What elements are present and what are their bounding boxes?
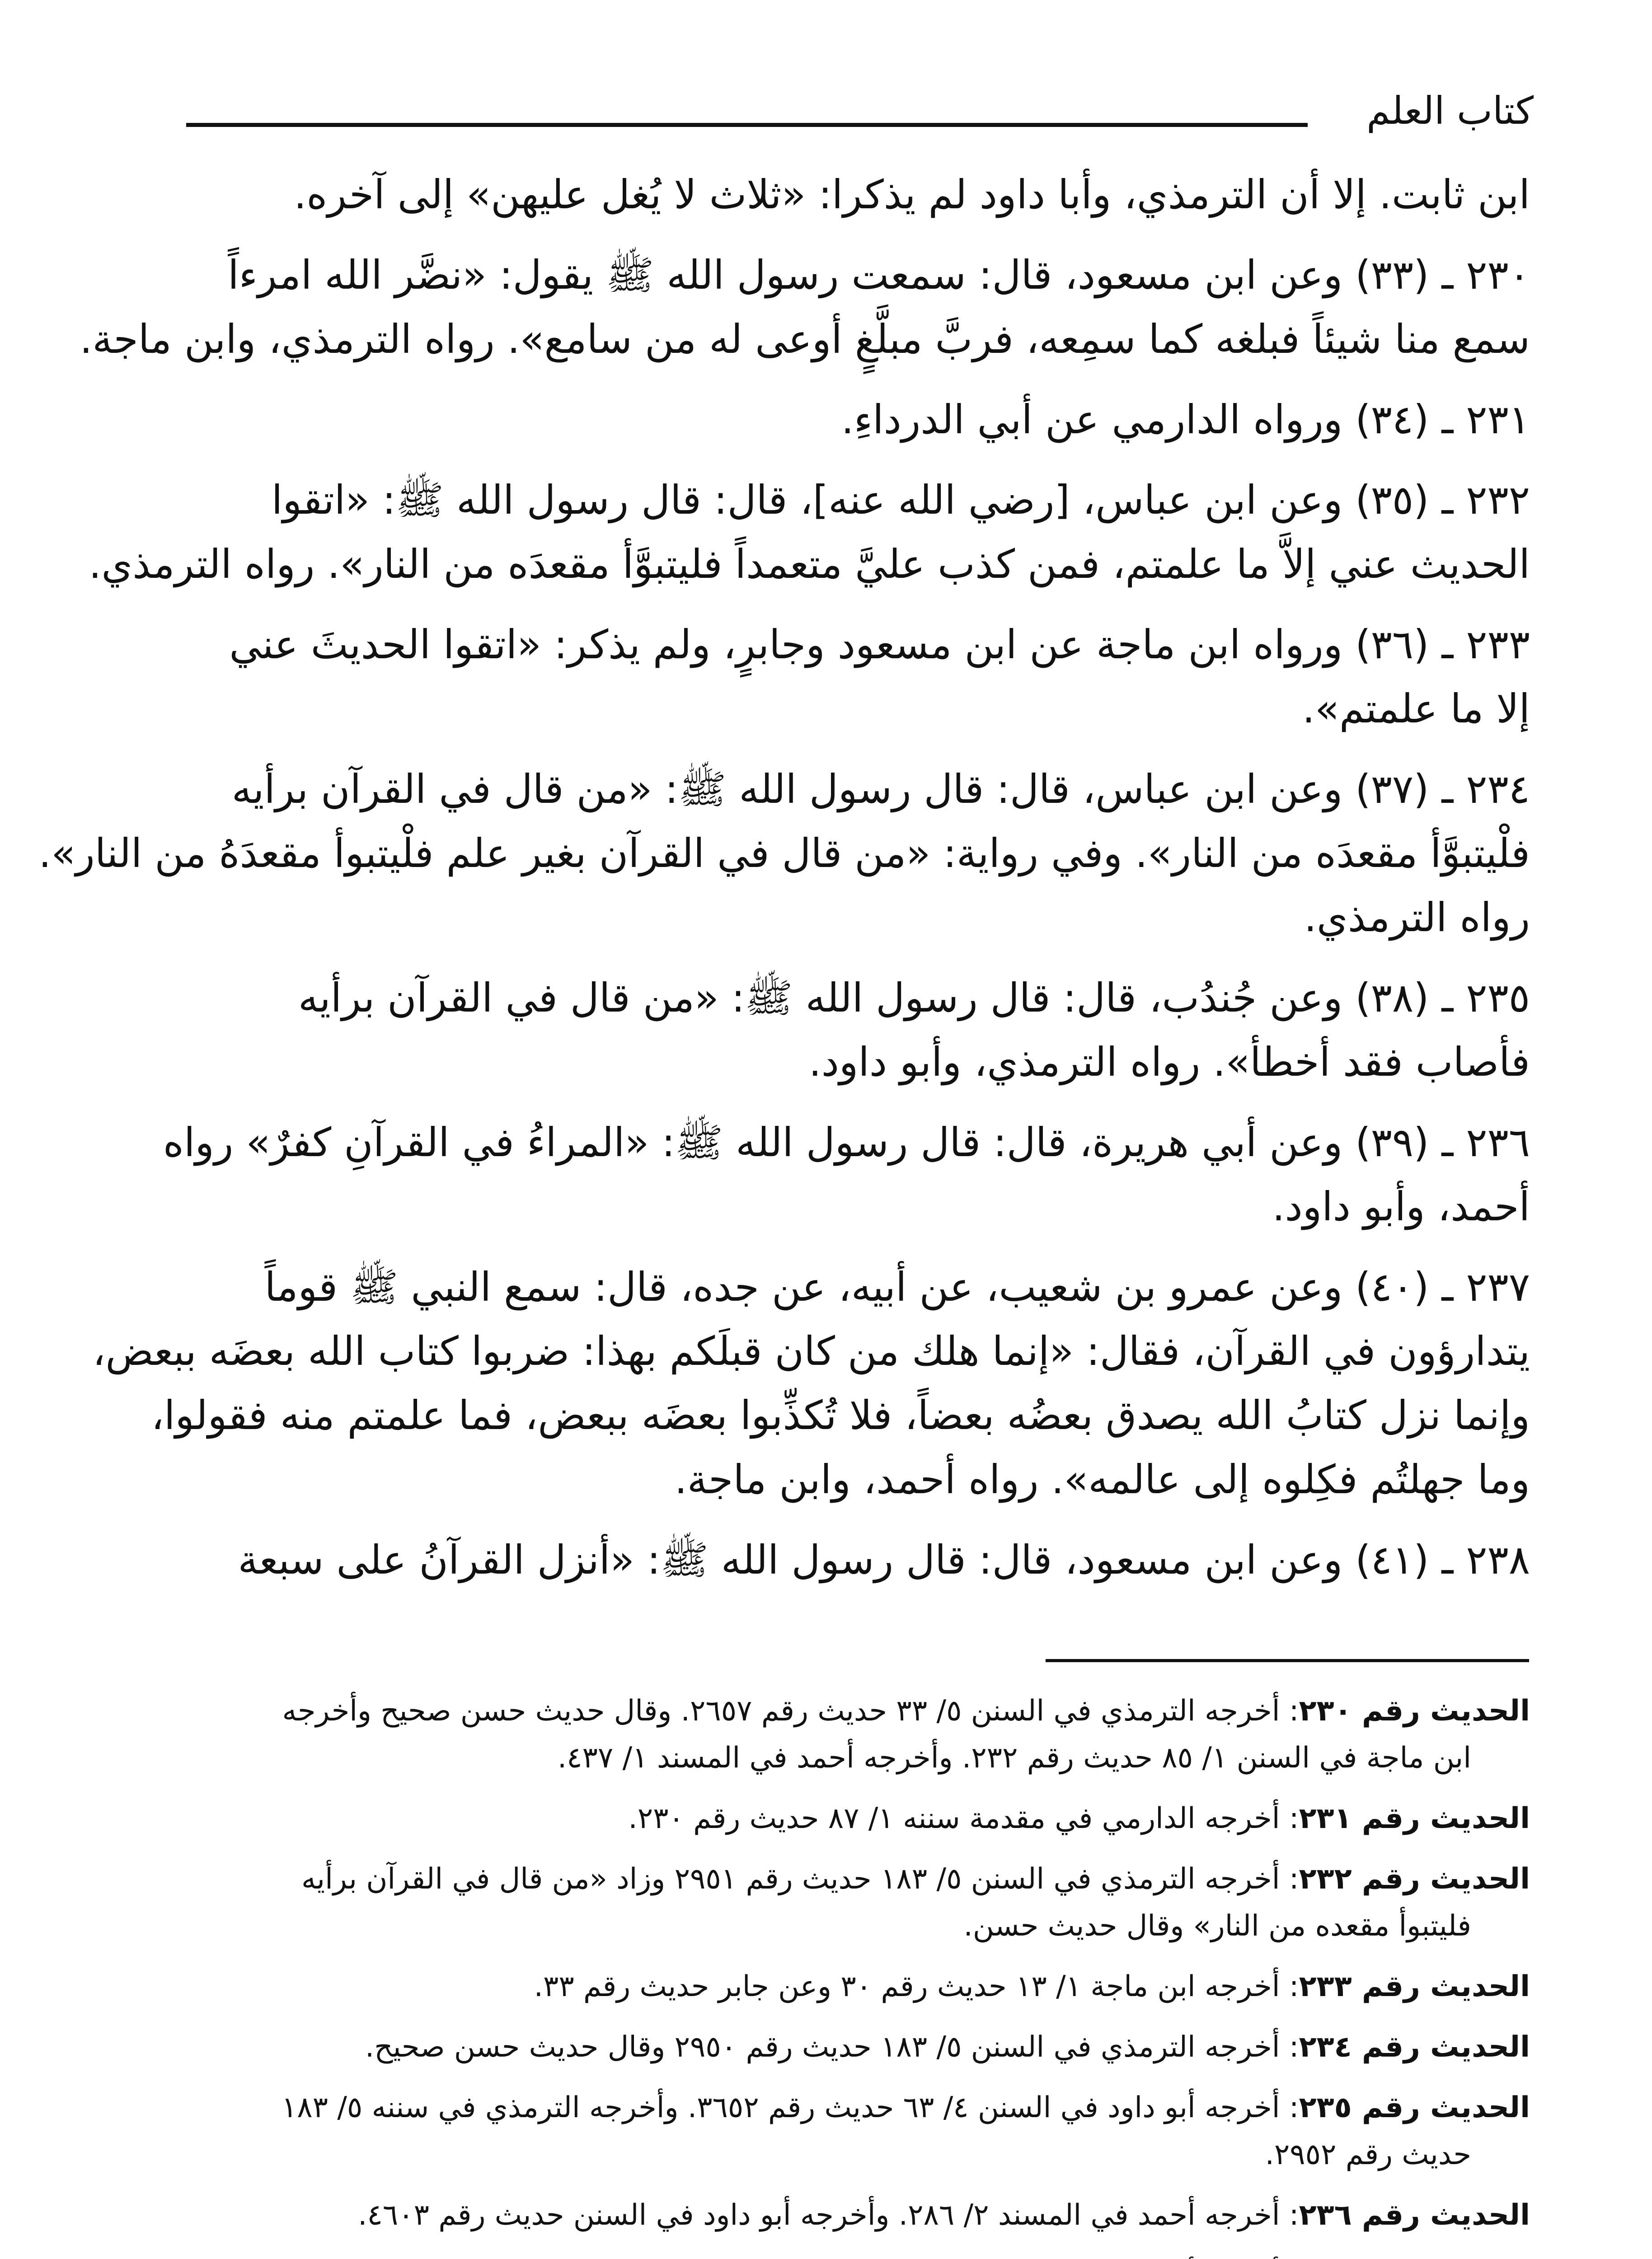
text-line: ٢٣١ ـ (٣٤) ورواه الدارمي عن أبي الدرداءِ. (841, 396, 1530, 443)
text-line: ابن ثابت. إلا أن الترمذي، وأبا داود لم يذكرا: «ثلاث لا يُغل عليهن» إلى آخره. (294, 171, 1530, 218)
footnote-text: : أخرجه أحمد في المسند ٢/ ٢٨٦. وأخرجه أبو داود في السنن حديث رقم ٤٦٠٣. (358, 2198, 1299, 2232)
footnote-label: الحديث رقم ٢٣٥ (1299, 2091, 1530, 2124)
text-line: يتدارؤون في القرآن، فقال: «إنما هلك من كان قبلَكم بهذا: ضربوا كتاب الله بعضَه ببعض، (92, 1328, 1530, 1374)
footnote (127, 2024, 1530, 2071)
text-line: ٢٣٣ ـ (٣٦) ورواه ابن ماجة عن ابن مسعود وجابرٍ، ولم يذكر: «اتقوا الحديثَ عني (229, 621, 1530, 668)
hadith-paragraph (92, 1255, 1530, 1512)
chapter-title: كتاب العلم (1366, 89, 1534, 133)
hadith-paragraph (127, 1528, 1530, 1592)
text-line: ٢٣٥ ـ (٣٨) وعن جُندُب، قال: قال رسول الله ﷺ: «من قال في القرآن برأيه (298, 975, 1530, 1021)
footnote-text: : أخرجه ابن ماجة ١/ ١٣ حديث رقم ٣٠ وعن جابر حديث رقم ٣٣. (534, 1970, 1299, 2003)
running-header (186, 86, 1534, 136)
footnote-label: الحديث رقم ٢٣٤ (1299, 2030, 1530, 2064)
footnote-label: الحديث رقم ٢٣٣ (1299, 1970, 1530, 2003)
footnote (127, 1963, 1530, 2010)
footnote-line (127, 2192, 1530, 2239)
footnote-label: الحديث رقم ٢٣٠ (1299, 1694, 1530, 1728)
text-line: ٢٣٤ ـ (٣٧) وعن ابن عباس، قال: قال رسول الله ﷺ: «من قال في القرآن برأيه (231, 766, 1530, 812)
text-line: رواه الترمذي. (1304, 894, 1530, 941)
footnote-line: حديث رقم ٢٩٥٢. (1265, 2138, 1471, 2171)
text-line: ٢٣٠ ـ (٣٣) وعن ابن مسعود، قال: سمعت رسول الله ﷺ يقول: «نضَّر الله امرءاً (228, 252, 1530, 298)
text-line: إلا ما علمتم». (1302, 685, 1530, 732)
footnote-label: الحديث رقم ٢٣٦ (1299, 2198, 1530, 2232)
text-line: فأصاب فقد أخطأ». رواه الترمذي، وأبو داود. (808, 1039, 1530, 1085)
text-line: ٢٣٦ ـ (٣٩) وعن أبي هريرة، قال: قال رسول الله ﷺ: «المراءُ في القرآنِ كفرٌ» رواه (163, 1119, 1530, 1166)
footnote-separator (1046, 1659, 1529, 1662)
footnote-line: ابن ماجة في السنن ١/ ٨٥ حديث رقم ٢٣٢. وأخرجه أحمد في المسند ١/ ٤٣٧. (557, 1741, 1471, 1775)
footnote (127, 2192, 1530, 2239)
footnote (127, 2084, 1530, 2178)
footnote (127, 1795, 1530, 1842)
hadith-paragraph (38, 757, 1530, 950)
text-line: ٢٣٨ ـ (٤١) وعن ابن مسعود، قال: قال رسول الله ﷺ: «أنزل القرآنُ على سبعة (238, 1537, 1530, 1583)
hadith-paragraph (127, 1111, 1530, 1239)
footnote-line: فليتبوأ مقعده من النار» وقال حديث حسن. (963, 1909, 1471, 1943)
footnote (127, 1856, 1530, 1950)
footnote-text: : أخرجه الترمذي في السنن ٥/ ١٨٣ حديث رقم ٢٩٥١ وزاد «من قال في القرآن برأيه (301, 1862, 1299, 1896)
text-line: سمع منا شيئاً فبلغه كما سمِعه، فربَّ مبلَّغٍ أوعى له من سامع». رواه الترمذي، وابن ماجة. (80, 316, 1530, 362)
hadith-paragraph (127, 388, 1530, 452)
text-line: ٢٣٧ ـ (٤٠) وعن عمرو بن شعيب، عن أبيه، عن جده، قال: سمع النبي ﷺ قوماً (264, 1264, 1530, 1310)
footnote-text: : أخرجه الدارمي في مقدمة سننه ١/ ٨٧ حديث رقم ٢٣٠. (628, 1802, 1299, 1835)
text-line: وما جهلتُم فكِلوه إلى عالمه». رواه أحمد، وابن ماجة. (674, 1456, 1530, 1503)
text-line: ٢٣٢ ـ (٣٥) وعن ابن عباس، [رضي الله عنه]، قال: قال رسول الله ﷺ: «اتقوا (271, 477, 1530, 523)
main-text (38, 163, 1530, 1608)
footnote-text: : أخرجه الترمذي في السنن ٥/ ١٨٣ حديث رقم ٢٩٥٠ وقال حديث حسن صحيح. (365, 2030, 1299, 2064)
footnote-text: : أخرجه الترمذي في السنن ٥/ ٣٣ حديث رقم ٢٦٥٧. وقال حديث حسن صحيح وأخرجه (282, 1694, 1299, 1728)
footnote (127, 1687, 1530, 1781)
hadith-paragraph (127, 966, 1530, 1094)
text-line: فلْيتبوَّأ مقعدَه من النار». وفي رواية: «من قال في القرآن بغير علم فلْيتبوأ مقعدَهُ من النار». (38, 830, 1530, 876)
footnote-label: الحديث رقم ٢٣١ (1299, 1802, 1530, 1835)
footnote-line (127, 1795, 1530, 1842)
hadith-paragraph (127, 163, 1530, 227)
hadith-paragraph (127, 613, 1530, 741)
hadith-paragraph (89, 468, 1530, 596)
footnote (127, 2252, 1530, 2259)
footnote-line (127, 2252, 1530, 2259)
footnote-label: الحديث رقم ٢٣٢ (1299, 1862, 1530, 1896)
header-rule (186, 123, 1308, 127)
footnote-line (127, 2024, 1530, 2071)
footnote-line (127, 1856, 1530, 1903)
text-line: وإنما نزل كتابُ الله يصدق بعضُه بعضاً، فلا تُكذِّبوا بعضَه ببعض، فما علمتم منه فقولوا، (151, 1392, 1530, 1439)
footnote-text: : أخرجه أبو داود في السنن ٤/ ٦٣ حديث رقم ٣٦٥٢. وأخرجه الترمذي في سننه ٥/ ١٨٣ (281, 2091, 1299, 2124)
text-line: الحديث عني إلاَّ ما علمتم، فمن كذب عليَّ متعمداً فليتبوَّأ مقعدَه من النار». رواه الترمذي. (89, 541, 1530, 587)
footnotes (127, 1687, 1530, 2259)
footnote-line (127, 2084, 1530, 2131)
footnote-line (127, 1687, 1530, 1734)
footnote-line (127, 1963, 1530, 2010)
hadith-paragraph (80, 243, 1530, 371)
text-line: أحمد، وأبو داود. (1272, 1183, 1530, 1230)
